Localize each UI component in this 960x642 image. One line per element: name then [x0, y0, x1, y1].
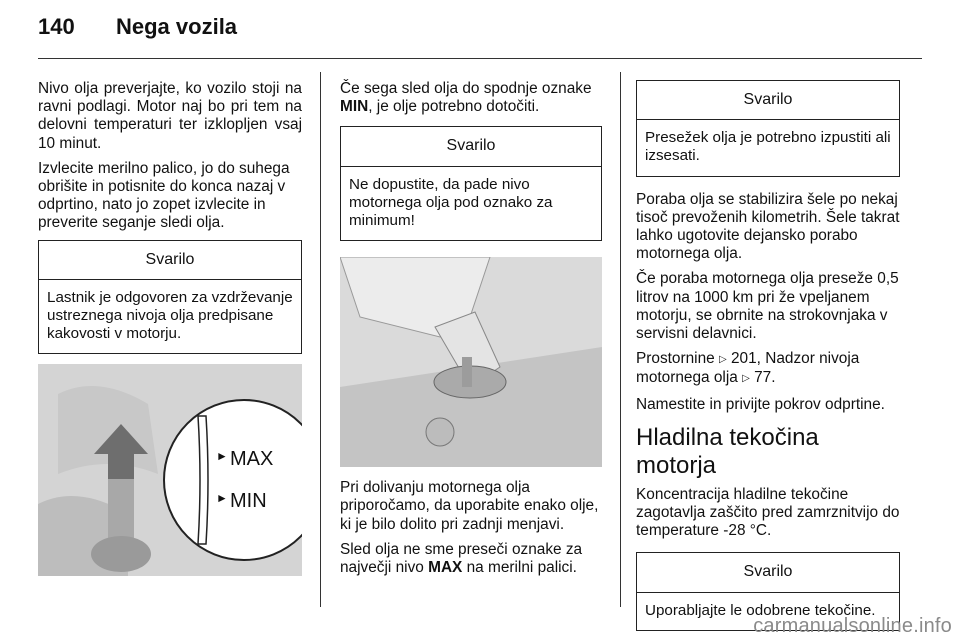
paragraph: Sled olja ne sme preseči oznake za največji nivo MAX na merilni palici.: [340, 540, 583, 577]
dipstick-illustration: [38, 364, 302, 576]
warning-box: [636, 80, 900, 177]
warning-box: [38, 240, 302, 355]
warning-text: Lastnik je odgovoren za vzdrževanje ustreznega nivoja olja predpisane kakovosti v motorju.: [47, 288, 293, 343]
paragraph: Nivo olja preverjajte, ko vozilo stoji na ravni podlagi. Motor naj bo pri tem na delovni temperaturi ter izklopljen vsaj 10 minut.: [38, 80, 302, 152]
column-3: [636, 76, 900, 639]
paragraph: Namestite in privijte pokrov odprtine.: [636, 395, 885, 413]
paragraph: Pri dolivanju motornega olja priporočamo, da uporabite enako olje, ki je bilo dolito pri zadnji menjavi.: [340, 479, 599, 533]
warning-title: Svarilo: [39, 241, 301, 280]
section-heading: Hladilna tekočina motorja: [636, 423, 819, 479]
min-mark-label: MIN: [230, 490, 267, 513]
svg-text:►: ►: [216, 491, 228, 506]
page-number: 140: [38, 14, 75, 39]
page-header: [38, 14, 237, 40]
warning-title: Svarilo: [341, 127, 601, 166]
paragraph: Če poraba motornega olja preseže 0,5 litrov na 1000 km pri že vpeljanem motorju, se obrnite na strokovnjaka v servisni delavnici.: [636, 270, 899, 343]
warning-text: Uporabljajte le odobrene tekočine.: [645, 601, 876, 619]
paragraph: Izvlecite merilno palico, jo do suhega obrišite in potisnite do konca nazaj v odprtino, nato jo zopet izvlecite in preverite seganje sledi olja.: [38, 159, 290, 232]
svg-text:►: ►: [216, 449, 228, 464]
warning-box: [340, 126, 602, 241]
paragraph: Če sega sled olja do spodnje oznake MIN, je olje potrebno dotočiti.: [340, 80, 592, 116]
column-2: [340, 80, 602, 584]
header-rule: [38, 58, 922, 59]
reference-arrow-icon: ▷: [742, 373, 750, 385]
oil-filling-illustration: [340, 257, 602, 467]
warning-title: Svarilo: [637, 81, 899, 120]
warning-title: Svarilo: [637, 553, 899, 592]
paragraph: Prostornine ▷ 201, Nadzor nivoja motornega olja ▷ 77.: [636, 350, 900, 388]
reference-arrow-icon: ▷: [718, 354, 727, 366]
paragraph: Koncentracija hladilne tekočine zagotavlja zaščito pred zamrznitvijo do temperature -28 °C.: [636, 485, 900, 540]
watermark: carmanualsonline.info: [753, 615, 952, 637]
dipstick-figure: [38, 364, 302, 576]
max-mark-label: MAX: [230, 448, 274, 471]
column-divider: [620, 72, 621, 607]
paragraph: Poraba olja se stabilizira šele po nekaj tisoč prevoženih kilometrih. Šele takrat lahko ugotovite dejansko porabo motornega olja.: [636, 190, 900, 263]
warning-text: Ne dopustite, da pade nivo motornega olja pod oznako za minimum!: [349, 175, 553, 230]
column-1: [38, 80, 302, 576]
oil-filling-figure: [340, 257, 602, 467]
warning-text: Presežek olja je potrebno izpustiti ali izsesati.: [645, 129, 891, 165]
column-divider: [320, 72, 321, 607]
page-title: Nega vozila: [116, 14, 238, 39]
